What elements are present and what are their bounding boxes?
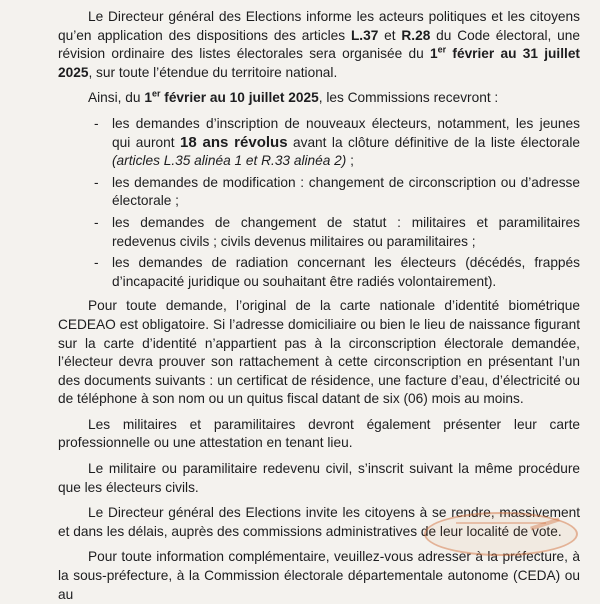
intro-text-2: et [378, 27, 402, 43]
list-item: - les demandes de radiation concernant les électeurs (décédés, frappés d’incapacité juridique ou souhaitant être radiés volontairement). [112, 254, 580, 291]
age-requirement: 18 ans révolus [180, 133, 288, 151]
list-item: - les demandes de modification : changement de circonscription ou d’adresse électorale ; [112, 174, 580, 211]
list-item: - les demandes d’inscription de nouveaux électeurs, notamment, les jeunes qui auront 18 ans révolus avant la clôture définitive de la liste électorale (articles L.35 alinéa 1 et R.33 alinéa 2) ; [112, 115, 580, 171]
article-reference: (articles L.35 alinéa 1 et R.33 alinéa 2) [112, 153, 347, 169]
civilian-paragraph: Le militaire ou paramilitaire redevenu civil, s’inscrit suivant la même procédure que les électeurs civils. [58, 461, 580, 495]
period-text-1: Ainsi, du [88, 90, 145, 106]
id-card-paragraph: Pour toute demande, l’original de la carte nationale d’identité biométrique CEDEAO est obligatoire. Si l’adresse domiciliaire ou bien le lieu de naissance figurant sur la carte d’identité n’appartient pas à la circonscription électorale demandée, l’électeur devra prouver son rattachement à cette circonscription en présentant l’un des documents suivants : un certificat de résidence, une facture d’eau, d’électricité ou de téléphone à son nom ou un quitus fiscal datant de six (06) mois au moins. [58, 298, 580, 407]
article-r28: R.28 [401, 27, 431, 43]
period-paragraph [58, 89, 580, 108]
requests-list [58, 115, 580, 291]
intro-text-3: du Code électoral, une révision ordinaire des listes électorales sera organisée du [58, 27, 580, 62]
list-item: - les demandes de changement de statut : militaires et paramilitaires redevenus civils ; civils devenus militaires ou paramilitaires ; [112, 214, 580, 251]
intro-text-1: Le Directeur général des Elections informe les acteurs politiques et les citoyens qu’en application des dispositions des articles [58, 9, 580, 43]
intro-paragraph [58, 8, 580, 82]
article-l37: L.37 [350, 27, 379, 43]
revision-period: 1er février au 31 juillet 2025 [58, 44, 580, 80]
reception-period: 1er février au 10 juillet 2025 [144, 88, 319, 106]
intro-text-4: , sur toute l’étendue du territoire national. [88, 64, 338, 80]
period-text-2: , les Commissions recevront : [318, 90, 499, 106]
invitation-paragraph: Le Directeur général des Elections invite les citoyens à se rendre, massivement et dans les délais, auprès des commissions administratives de leur localité de vote. [58, 505, 580, 539]
military-paragraph: Les militaires et paramilitaires devront également présenter leur carte professionnelle ou une attestation en tenant lieu. [58, 416, 580, 451]
information-paragraph: Pour toute information complémentaire, veuillez-vous adresser à la préfecture, à la sous-préfecture, à la Commission électorale départementale autonome (CEDA) ou au [58, 549, 580, 602]
